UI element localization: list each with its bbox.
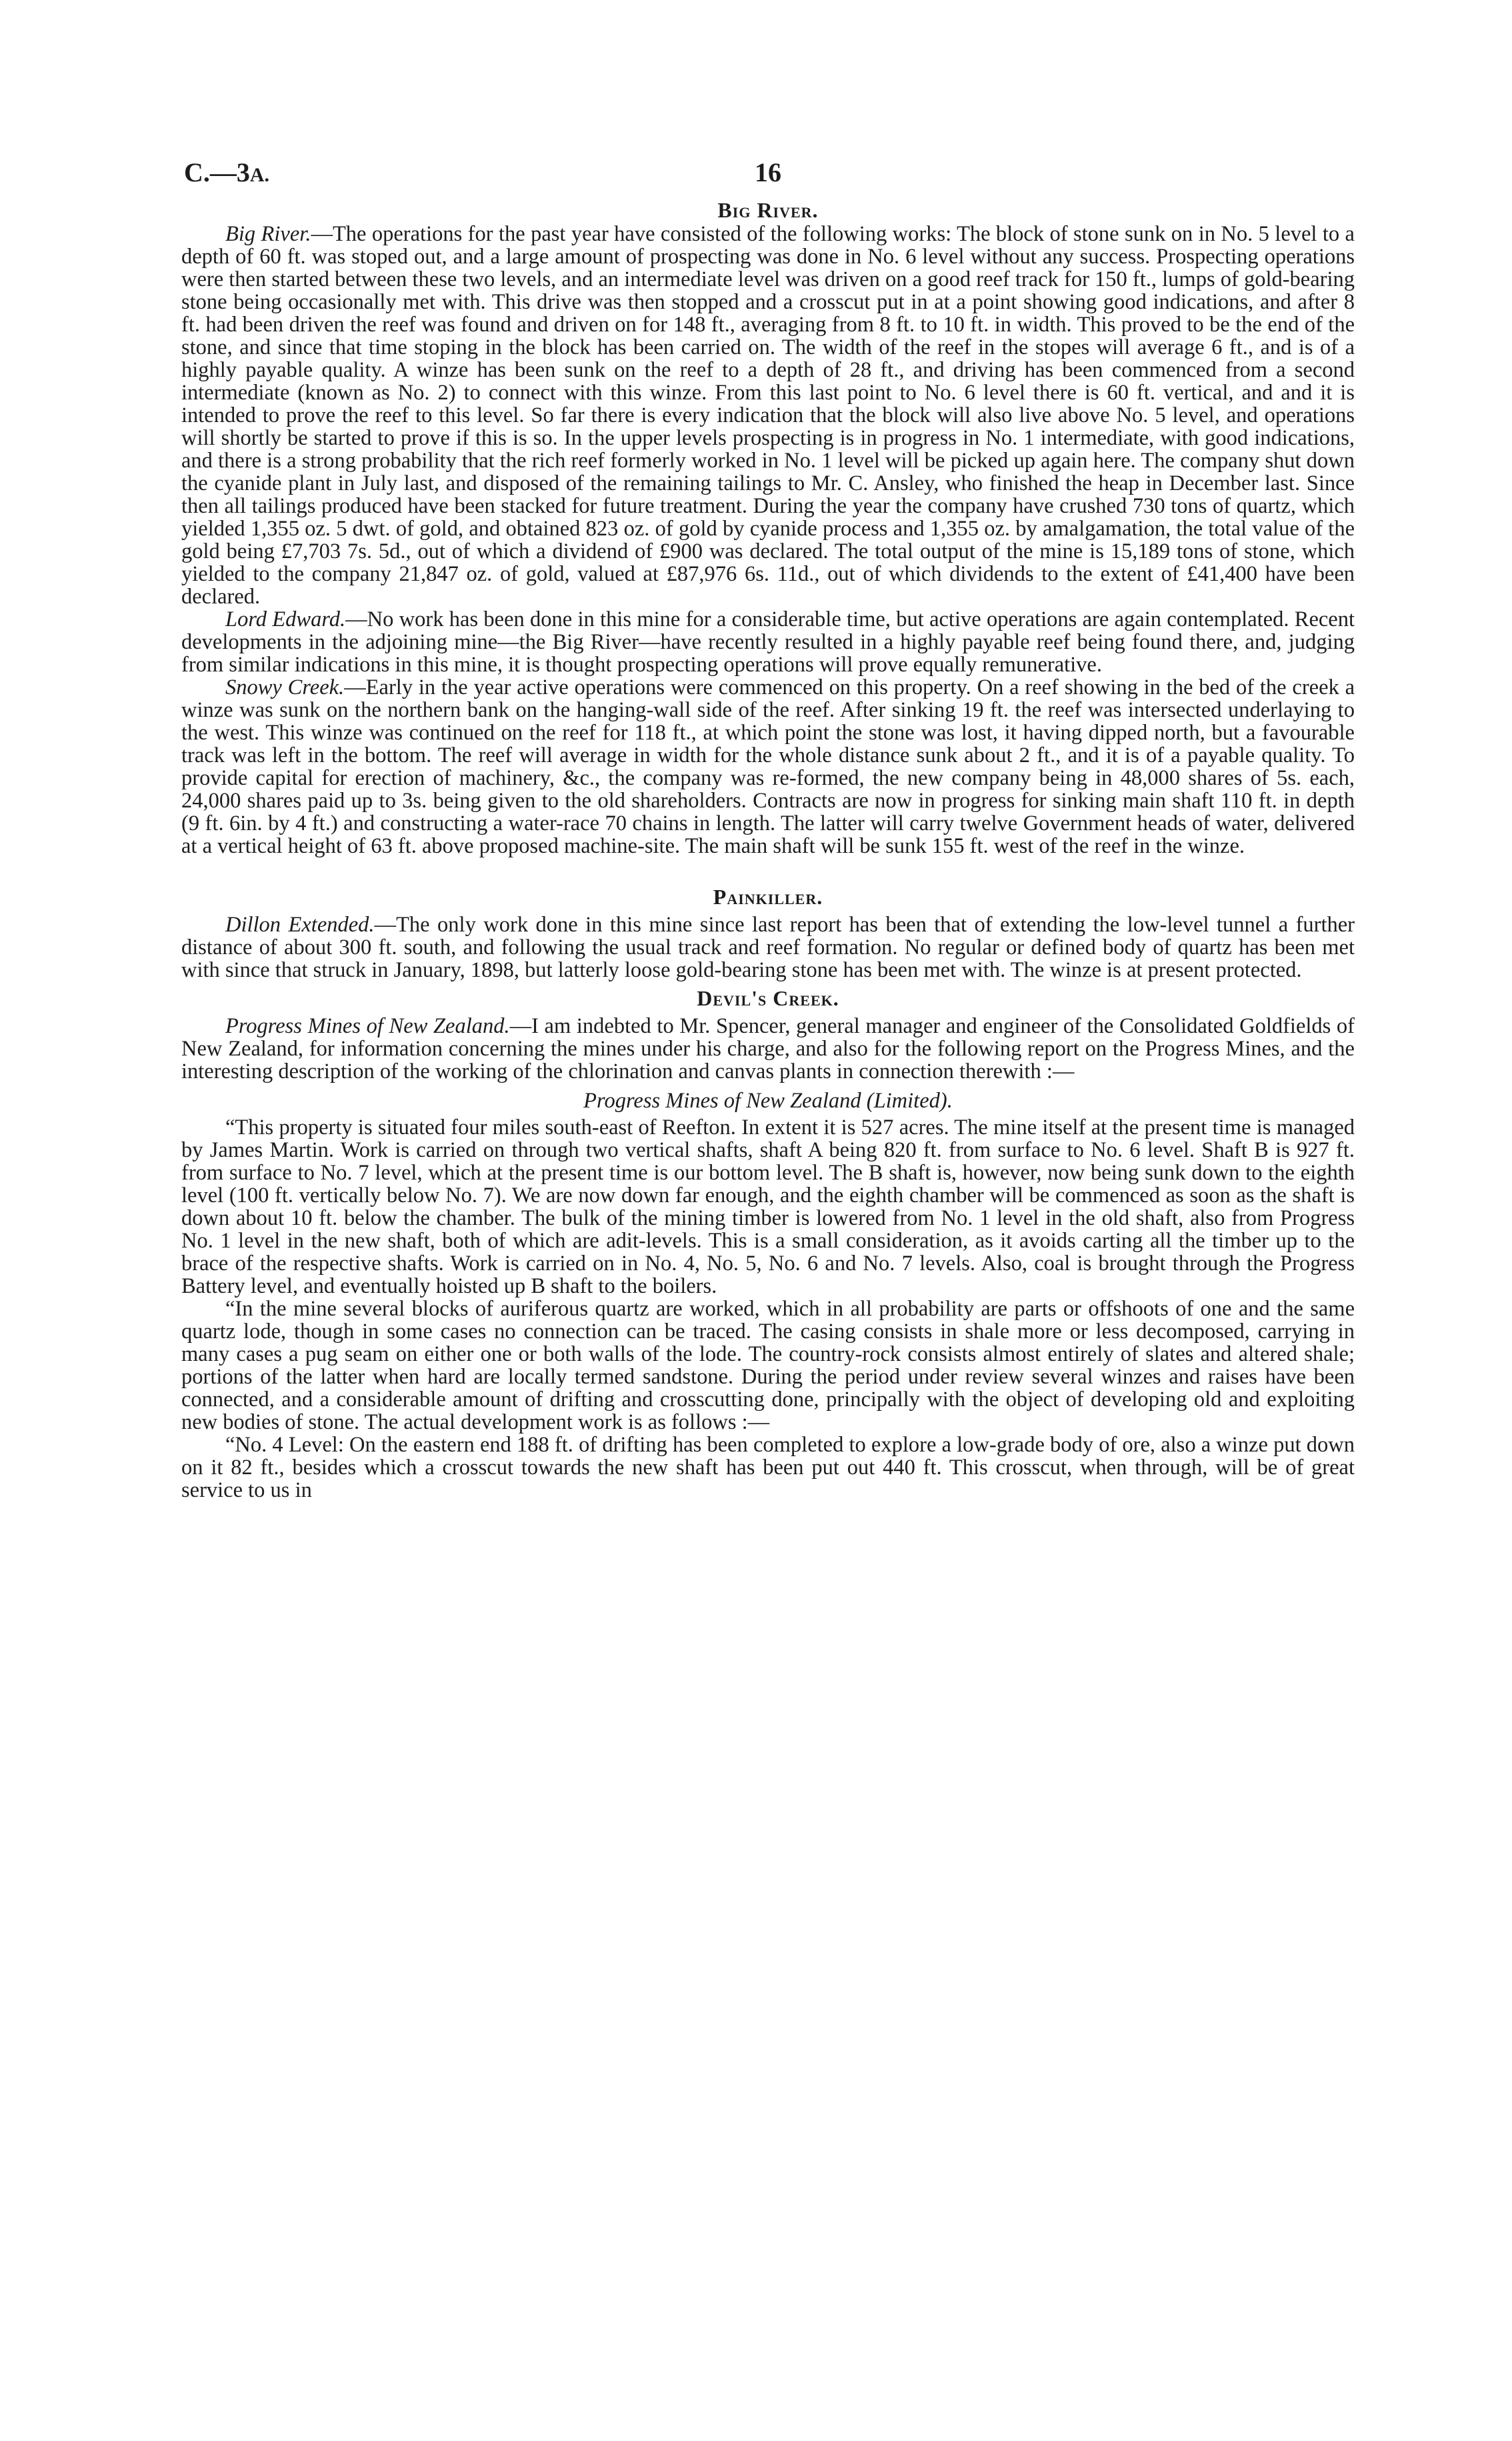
report-paragraph: “No. 4 Level: On the eastern end 188 ft. of drifting has been completed to explore a low-grade body of ore, also a winze put down on it 82 ft., besides which a crosscut towards the new shaft has been put out 440 ft. This crosscut, when through, will be of great service to us in: [181, 1433, 1355, 1502]
paragraph-text: —The only work done in this mine since last report has been that of extending the low-level tunnel a further distance of about 300 ft. south, and following the usual track and reef formation. No regular or defined body of quartz has been met with since that struck in January, 1898, but latterly loose gold-bearing stone has been met with. The winze is at present protected.: [181, 913, 1355, 982]
paragraph-lead: Big River.: [225, 222, 311, 246]
section-heading-big-river: Big River.: [717, 198, 819, 222]
page-number: 16: [755, 157, 781, 187]
document-reference-main: C.—3: [184, 157, 250, 187]
paragraph-text: —I am indebted to Mr. Spencer, general manager and engineer of the Consolidated Goldfields of New Zealand, for information concerning the mines under his charge, and also for the following report on the Progress Mines, and the interesting description of the working of the chlorination and canvas plants in connection therewith :—: [181, 1014, 1355, 1083]
report-paragraph: “In the mine several blocks of auriferous quartz are worked, which in all probability are parts or offshoots of one and the same quartz lode, though in some cases no connection can be traced. The casing consists in shale more or less decomposed, carrying in many cases a pug seam on either one or both walls of the lode. The country-rock consists almost entirely of slates and altered shale; portions of the latter when hard are locally termed sandstone. During the period under review several winzes and raises have been connected, and a considerable amount of drifting and crosscutting done, principally with the object of developing old and exploiting new bodies of stone. The actual development work is as follows :—: [181, 1297, 1355, 1434]
document-reference: [184, 157, 270, 187]
paragraph-text: —Early in the year active operations were commenced on this property. On a reef showing in the bed of the creek a winze was sunk on the northern bank on the hanging-wall side of the reef. After sinking 19 ft. the reef was intersected underlaying to the west. This winze was continued on the reef for 118 ft., at which point the stone was lost, it having dipped north, but a favourable track was left in the bottom. The reef will average in width for the whole distance sunk about 2 ft., and it is of a payable quality. To provide capital for erection of machinery, &c., the company was re-formed, the new company being in 48,000 shares of 5s. each, 24,000 shares paid up to 3s. being given to the old shareholders. Contracts are now in progress for sinking main shaft 110 ft. in depth (9 ft. 6in. by 4 ft.) and constructing a water-race 70 chains in length. The latter will carry twelve Government heads of water, delivered at a vertical height of 63 ft. above proposed machine-site. The main shaft will be sunk 155 ft. west of the reef in the winze.: [181, 675, 1355, 858]
paragraph-lord-edward: [181, 608, 1355, 676]
sub-heading-progress-mines-limited: Progress Mines of New Zealand (Limited).: [583, 1089, 953, 1113]
paragraph-big-river: [181, 223, 1355, 608]
section-heading-devils-creek: Devil's Creek.: [697, 986, 839, 1010]
document-reference-suffix: A.: [249, 164, 270, 186]
document-page: [181, 152, 1355, 1502]
paragraph-lead: Lord Edward.: [225, 607, 346, 631]
paragraph-text: —No work has been done in this mine for a considerable time, but active operations are again contemplated. Recent developments in the adjoining mine—the Big River—have recently resulted in a highly payable reef being found there, and, judging from similar indications in this mine, it is thought prospecting operations will prove equally remunerative.: [181, 607, 1355, 677]
page-header: [181, 152, 1355, 199]
paragraph-lead: Progress Mines of New Zealand.: [225, 1014, 510, 1038]
paragraph-progress-mines-intro: [181, 1015, 1355, 1083]
report-paragraph: “This property is situated four miles south-east of Reefton. In extent it is 527 acres. The mine itself at the present time is managed by James Martin. Work is carried on through two vertical shafts, shaft A being 820 ft. from surface to No. 6 level. Shaft B is 927 ft. from surface to No. 7 level, which at the present time is our bottom level. The B shaft is, however, now being sunk down to the eighth level (100 ft. vertically below No. 7). We are now down far enough, and the eighth chamber will be commenced as soon as the shaft is down about 10 ft. below the chamber. The bulk of the mining timber is lowered from No. 1 level in the old shaft, also from Progress No. 1 level in the new shaft, both of which are adit-levels. This is a small consideration, as it avoids carting all the timber up to the brace of the respective shafts. Work is carried on in No. 4, No. 5, No. 6 and No. 7 levels. Also, coal is brought through the Progress Battery level, and eventually hoisted up B shaft to the boilers.: [181, 1115, 1355, 1298]
paragraph-dillon-extended: [181, 913, 1355, 981]
paragraph-lead: Dillon Extended.: [225, 913, 375, 937]
paragraph-lead: Snowy Creek.: [225, 675, 345, 699]
section-heading-painkiller: Painkiller.: [713, 885, 823, 909]
paragraph-snowy-creek: [181, 676, 1355, 857]
paragraph-text: —The operations for the past year have consisted of the following works: The block of stone sunk on in No. 5 level to a depth of 60 ft. was stoped out, and a large amount of prospecting was done in No. 6 level without any success. Prospecting operations were then started between these two levels, and an intermediate level was driven on a good reef track for 150 ft., lumps of gold-bearing stone being occasionally met with. This drive was then stopped and a crosscut put in at a point showing good indications, and after 8 ft. had been driven the reef was found and driven on for 148 ft., averaging from 8 ft. to 10 ft. in width. This proved to be the end of the stone, and since that time stoping in the block has been carried on. The width of the reef in the stopes will average 6 ft., and is of a highly payable quality. A winze has been sunk on the reef to a depth of 28 ft., and driving has been commenced from a second intermediate (known as No. 2) to connect with this winze. From this last point to No. 6 level there is 60 ft. vertical, and and it is intended to prove the reef to this level. So far there is every indication that the block will also live above No. 5 level, and operations will shortly be started to prove if this is so. In the upper levels prospecting is in progress in No. 1 intermediate, with good indications, and there is a strong probability that the rich reef formerly worked in No. 1 level will be picked up again here. The company shut down the cyanide plant in July last, and disposed of the remaining tailings to Mr. C. Ansley, who finished the heap in December last. Since then all tailings produced have been stacked for future treatment. During the year the company have crushed 730 tons of quartz, which yielded 1,355 oz. 5 dwt. of gold, and obtained 823 oz. of gold by cyanide process and 1,355 oz. by amalgamation, the total value of the gold being £7,703 7s. 5d., out of which a dividend of £900 was declared. The total output of the mine is 15,189 tons of stone, which yielded to the company 21,847 oz. of gold, valued at £87,976 6s. 11d., out of which dividends to the extent of £41,400 have been declared.: [181, 222, 1355, 609]
